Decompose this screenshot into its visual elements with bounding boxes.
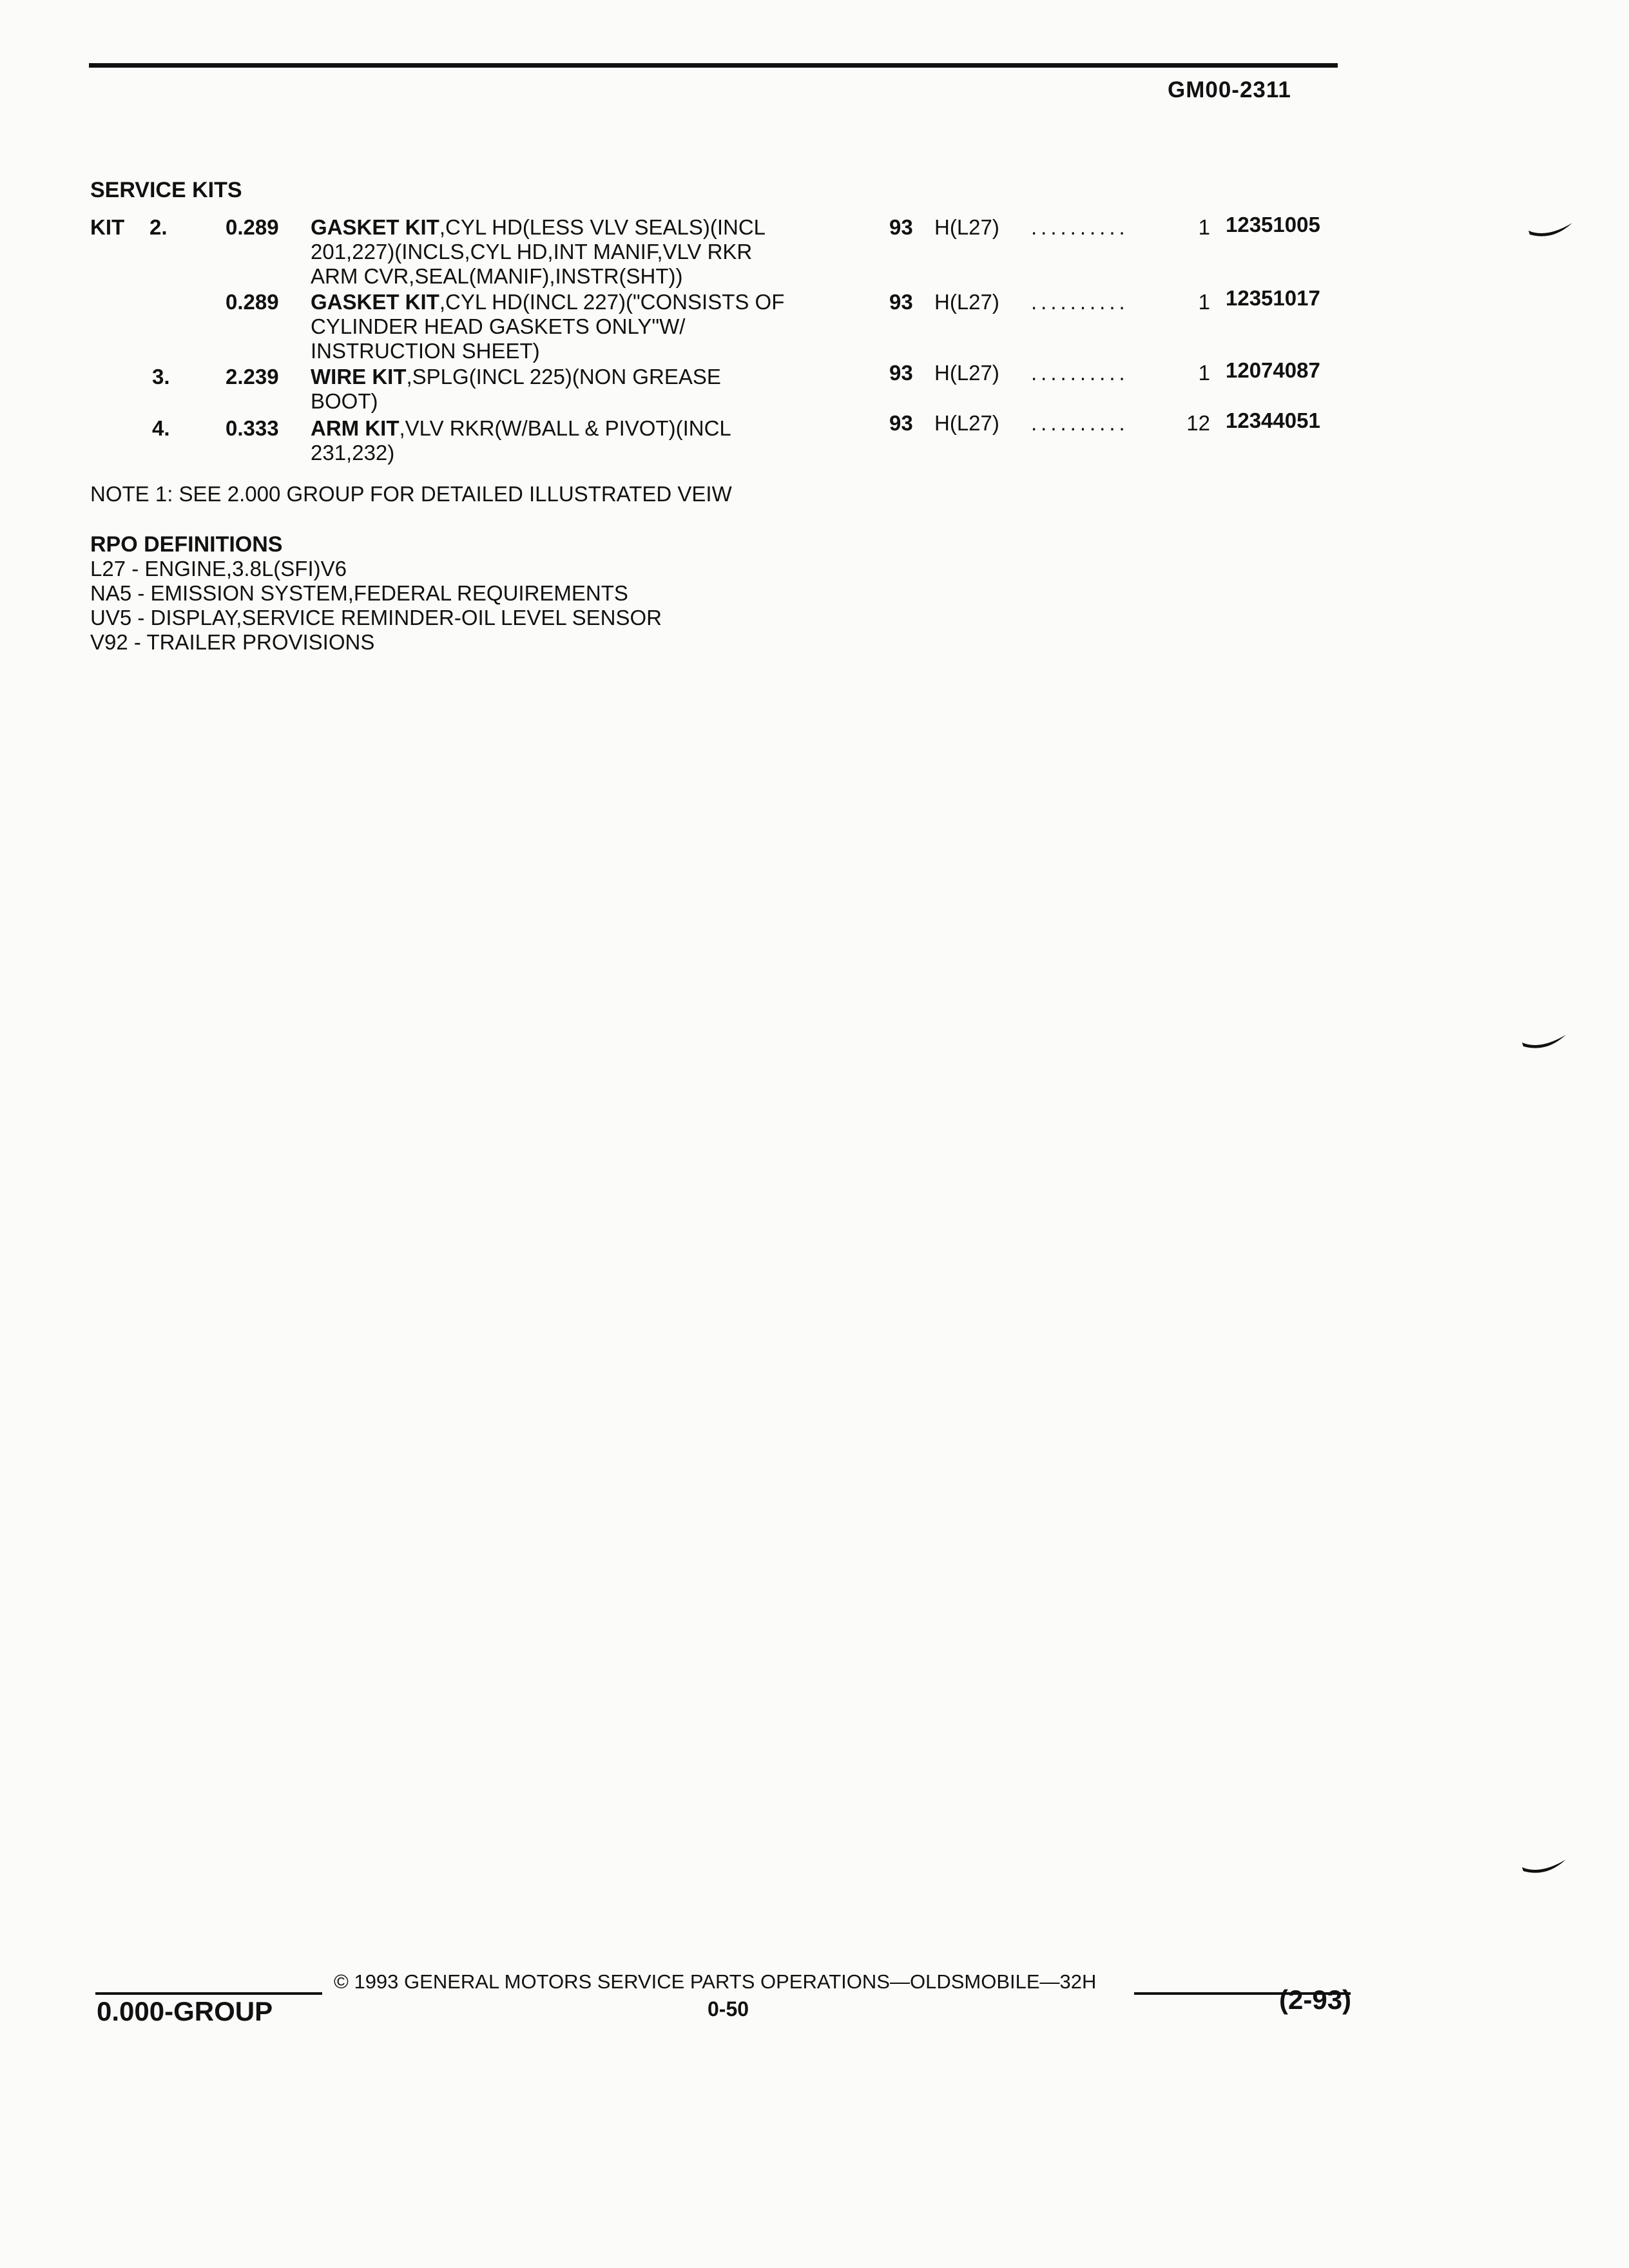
item-weight: 0.333 (226, 416, 279, 440)
quantity: 1 (1198, 215, 1210, 239)
part-number: 12074087 (1226, 358, 1320, 382)
description-line: 201,227)(INCLS,CYL HD,INT MANIF,VLV RKR (311, 240, 753, 264)
description-line: INSTRUCTION SHEET) (311, 339, 540, 363)
page-number: 0-50 (708, 1997, 749, 2021)
item-name: GASKET KIT (311, 290, 439, 314)
part-number: 12351005 (1226, 213, 1320, 236)
rpo-definitions-title: RPO DEFINITIONS (90, 532, 283, 557)
item-name: WIRE KIT (311, 365, 407, 389)
rpo-code: H(L27) (934, 361, 999, 385)
description-line: ,VLV RKR(W/BALL & PIVOT)(INCL (399, 416, 731, 440)
item-description (311, 215, 766, 240)
item-description (311, 365, 721, 389)
item-number: 3. (152, 365, 170, 389)
description-line: ,CYL HD(LESS VLV SEALS)(INCL (439, 215, 766, 239)
leader-dots: .......... (1031, 411, 1129, 435)
item-number: 4. (152, 416, 170, 440)
item-description (311, 416, 731, 441)
description-line: ,CYL HD(INCL 227)("CONSISTS OF (439, 290, 785, 314)
rpo-code: H(L27) (934, 411, 999, 435)
item-weight: 0.289 (226, 290, 279, 314)
model-year: 93 (889, 411, 913, 435)
description-line: BOOT) (311, 389, 378, 413)
binder-mark (1527, 219, 1579, 245)
model-year: 93 (889, 215, 913, 239)
quantity: 12 (1186, 411, 1210, 435)
leader-dots: .......... (1031, 215, 1129, 239)
rpo-definition: UV5 - DISPLAY,SERVICE REMINDER-OIL LEVEL SENSOR (90, 606, 662, 629)
quantity: 1 (1198, 361, 1210, 385)
rpo-definitions-list (90, 557, 662, 655)
rpo-code: H(L27) (934, 215, 999, 239)
leader-dots: .......... (1031, 290, 1129, 314)
binder-mark (1521, 1856, 1572, 1881)
item-weight: 2.239 (226, 365, 279, 389)
leader-dots: .......... (1031, 361, 1129, 385)
copyright-text: © 1993 GENERAL MOTORS SERVICE PARTS OPERATIONS—OLDSMOBILE—32H (334, 1970, 1097, 1993)
rpo-definition: V92 - TRAILER PROVISIONS (90, 630, 375, 654)
item-number: 2. (149, 215, 168, 239)
rpo-definition: L27 - ENGINE,3.8L(SFI)V6 (90, 557, 347, 581)
kit-label: KIT (90, 215, 125, 239)
description-line: ,SPLG(INCL 225)(NON GREASE (406, 365, 721, 389)
date-code: (2-93) (1279, 1984, 1352, 2015)
item-description (311, 290, 784, 314)
document-id: GM00-2311 (1168, 77, 1291, 102)
group-label: 0.000-GROUP (97, 1996, 273, 2026)
part-number: 12344051 (1226, 408, 1320, 432)
item-name: GASKET KIT (311, 215, 439, 239)
footer-rule (95, 1992, 322, 1995)
model-year: 93 (889, 290, 913, 314)
description-line: 231,232) (311, 441, 395, 465)
binder-mark (1521, 1031, 1572, 1057)
description-line: CYLINDER HEAD GASKETS ONLY"W/ (311, 314, 686, 338)
header-rule (89, 63, 1338, 68)
section-title: SERVICE KITS (90, 178, 242, 202)
item-name: ARM KIT (311, 416, 400, 440)
part-number: 12351017 (1226, 286, 1320, 310)
note-text: NOTE 1: SEE 2.000 GROUP FOR DETAILED ILLUSTRATED VEIW (90, 482, 732, 506)
description-line: ARM CVR,SEAL(MANIF),INSTR(SHT)) (311, 264, 683, 288)
rpo-code: H(L27) (934, 290, 999, 314)
rpo-definition: NA5 - EMISSION SYSTEM,FEDERAL REQUIREMENTS (90, 581, 628, 605)
quantity: 1 (1198, 290, 1210, 314)
model-year: 93 (889, 361, 913, 385)
item-weight: 0.289 (226, 215, 279, 239)
